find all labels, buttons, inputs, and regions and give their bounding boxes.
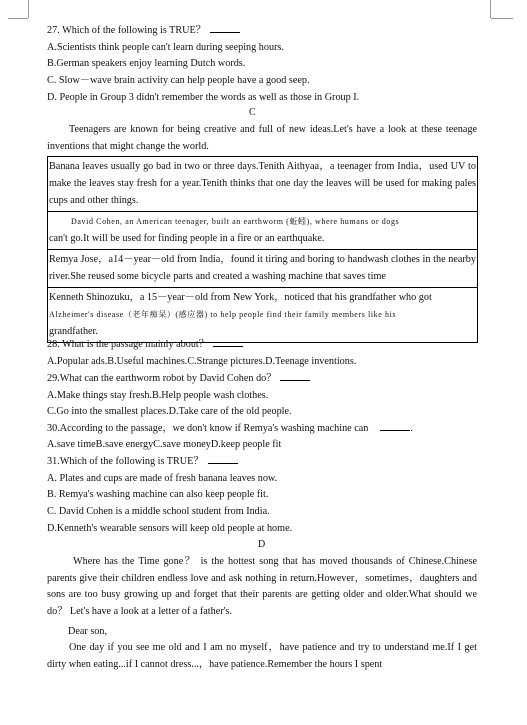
q31-stem: 31.Which of the following is TRUE？: [47, 456, 204, 467]
q28-answer-blank: [213, 338, 243, 347]
table-row-kenneth: [48, 288, 477, 342]
q31-option-c: C. David Cohen is a middle school student from India.: [47, 506, 270, 517]
q30-stem-line: [47, 422, 413, 435]
table-row-kenneth-line3: grandfather.: [49, 326, 98, 337]
table-row-remya-text: Remya Jose，a14－year－old from India，found it tiring and boring to handwash clothes in the nearby river.She reused some bicycle parts and created a washing machine that saves time: [49, 254, 476, 282]
q27-answer-blank: [210, 24, 240, 33]
q27-option-d: D. People in Group 3 didn't remember the words as well as those in Group I.: [47, 92, 360, 103]
q31-stem-line: [47, 455, 238, 468]
q27-stem: 27. Which of the following is TRUE？: [47, 25, 206, 36]
q29-stem-line: [47, 372, 310, 385]
q29-options-ab: A.Make things stay fresh.B.Help people wash clothes.: [47, 390, 269, 401]
q29-answer-blank: [280, 372, 310, 381]
q27-stem-line: [47, 24, 240, 37]
q29-stem: 29.What can the earthworm robot by David Cohen do？: [47, 373, 277, 384]
passage-d-greeting: Dear son,: [68, 626, 108, 637]
inventions-table: [47, 156, 478, 343]
q30-period: .: [410, 423, 413, 434]
q31-option-a: A. Plates and cups are made of fresh banana leaves now.: [47, 473, 278, 484]
crop-mark-top-right-vertical: [490, 0, 491, 18]
q28-stem-line: [47, 338, 243, 351]
table-row-tenith-text: Banana leaves usually go bad in two or three days.Tenith Aithyaa，a teenager from India，used UV to make the leaves stay fresh for a year.Tenith thinks that one day the leaves will be used for making pales cups and other things.: [49, 161, 476, 206]
table-row-david-line2: can't go.It will be used for finding people in a fire or an earthquake.: [49, 233, 325, 244]
q30-stem: 30.According to the passage，we don't know if Remya's washing machine can: [47, 423, 369, 434]
q29-options-cd: C.Go into the smallest places.D.Take care of the old people.: [47, 406, 292, 417]
q30-answer-blank: [380, 422, 410, 431]
crop-mark-top-left-vertical: [28, 0, 29, 18]
table-row-kenneth-line1: Kenneth Shinozuku，a 15－year－old from New York，noticed that his grandfather who got: [49, 292, 432, 303]
q27-option-c: C. Slow－wave brain activity can help people have a good seep.: [47, 75, 310, 86]
section-d-heading: D: [258, 539, 266, 550]
crop-mark-top-right-horizontal: [491, 18, 513, 19]
q28-stem: 28. What is the passage mainly about？: [47, 339, 209, 350]
q31-option-b: B. Remya's washing machine can also keep people fit.: [47, 489, 269, 500]
table-row-kenneth-line2: Alzheimer's disease（老年痴呆）(感应器) to help people find their family members like his: [49, 310, 397, 319]
section-c-heading: C: [249, 107, 256, 118]
table-row-david: [48, 212, 477, 250]
q31-option-d: D.Kenneth's wearable sensors will keep old people at home.: [47, 523, 293, 534]
q31-answer-blank: [208, 455, 238, 464]
table-row-david-line1: David Cohen, an American teenager, built an earthworm (蚯蚓), where humans or dogs: [71, 217, 400, 226]
crop-mark-top-left-horizontal: [8, 18, 28, 19]
passage-d-paragraph-1: Where has the Time gone？ is the hottest song that has moved thousands of Chinese.Chinese parents give their children endless love and ask nothing in return.However，sometimes，daughters and sons are too busy growing up and forget that their parents are getting older and older.What should we do？ Let's have a look at a letter of a father's.: [47, 556, 477, 617]
passage-c-intro: Teenagers are known for being creative and full of new ideas.Let's have a look at these teenage inventions that might change the world.: [47, 124, 477, 152]
q27-option-b: B.German speakers enjoy learning Dutch words.: [47, 58, 246, 69]
passage-d-paragraph-2: One day if you see me old and I am no myself，have patience and try to understand me.If I get dirty when eating...if I cannot dress...，have patience.Remember the hours I spent: [47, 642, 477, 670]
table-row-remya: [48, 250, 477, 288]
q28-options: A.Popular ads.B.Useful machines.C.Strange pictures.D.Teenage inventions.: [47, 356, 357, 367]
q27-option-a: A.Scientists think people can't learn during seeping hours.: [47, 42, 284, 53]
table-row-tenith: [48, 157, 477, 212]
q30-options: A.save timeB.save energyC.save moneyD.keep people fit: [47, 439, 282, 450]
